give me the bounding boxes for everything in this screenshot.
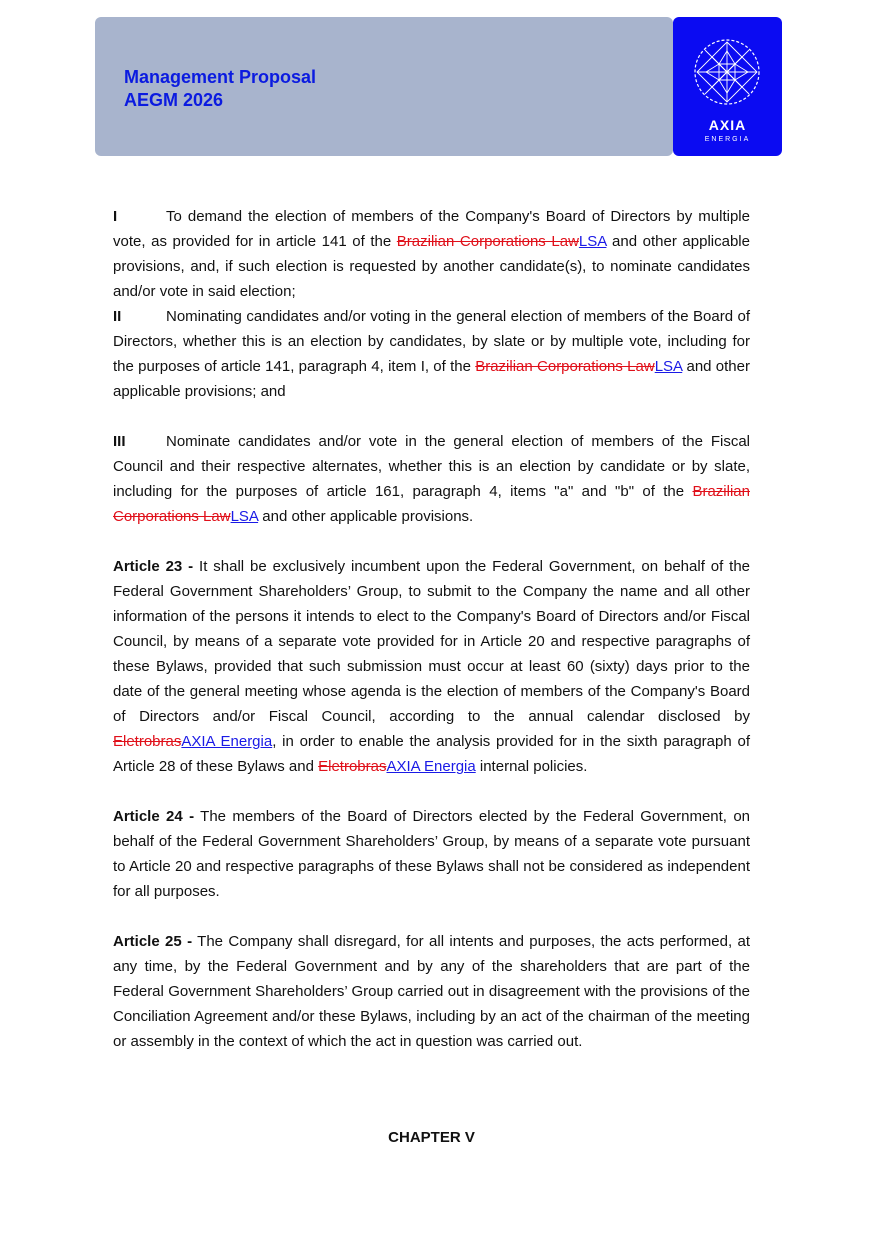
inserted-text: LSA — [578, 233, 607, 250]
logo-wordmark: AXIA — [708, 117, 747, 133]
item-text: and other applicable provisions, and, if such election is requested by another candidate(s), to nominate candidates and/or vote in said election; — [113, 233, 750, 300]
article-25 — [113, 929, 750, 1054]
item-text: Nominate candidates and/or vote in the general election of members of the Fiscal Council and their respective alternates, whether this is an election by candidate or by slate, including for the purposes of article 161, paragraph 4, items "a" and "b" of the — [113, 433, 750, 500]
inserted-text: AXIA Energia — [181, 733, 273, 750]
article-label: Article 23 - — [113, 558, 194, 575]
item-text: Nominating candidates and/or voting in the general election of members of the Board of Directors, whether this is an election by candidates, by slate or by multiple vote, including for the purposes of article 141, paragraph 4, item I, of the — [113, 308, 750, 375]
item-text: To demand the election of members of the Company's Board of Directors by multiple vote, as provided for in article 141 of the — [113, 208, 750, 250]
title-line-2: AEGM 2026 — [124, 90, 224, 110]
article-23 — [113, 554, 750, 779]
logo-subtitle: ENERGIA — [704, 136, 751, 143]
article-text: It shall be exclusively incumbent upon the Federal Government, on behalf of the Federal Government Shareholders’ Group, to submit to the Company the name and all other information of the persons it intends to elect to the Company's Board of Directors and/or Fiscal Council, by means of a separate vote provided for in Article 20 and respective paragraphs of these Bylaws, provided that such submission must occur at least 60 (sixty) days prior to the date of the general meeting whose agenda is the election of members of the Company's Board of Directors and/or Fiscal Council, according to the annual calendar disclosed by — [113, 558, 751, 725]
deleted-text: Brazilian Corporations Law — [475, 358, 655, 375]
inserted-text: AXIA Energia — [386, 758, 476, 775]
item-iii — [113, 429, 750, 529]
deleted-text: Brazilian Corporations Law — [113, 483, 750, 525]
document-body — [113, 204, 750, 1054]
article-text: The members of the Board of Directors elected by the Federal Government, on behalf of the Federal Government Shareholders’ Group, by means of a separate vote pursuant to Article 20 and respective paragraphs of these Bylaws shall not be considered as independent for all purposes. — [113, 808, 750, 900]
item-text: and other applicable provisions. — [258, 508, 474, 525]
item-text: and other applicable provisions; and — [113, 358, 750, 400]
article-text: The Company shall disregard, for all intents and purposes, the acts performed, at any time, by the Federal Government and by any of the shareholders that are part of the Federal Government Shareholders’ Group carried out in disagreement with the provisions of the Conciliation Agreement and/or these Bylaws, including by an act of the chairman of the meeting or assembly in the context of which the act in question was carried out. — [113, 933, 751, 1050]
item-ii — [113, 304, 750, 404]
article-text: , in order to enable the analysis provided for in the sixth paragraph of Article 28 of these Bylaws and — [113, 733, 750, 775]
item-i — [113, 204, 750, 304]
axia-logo — [673, 17, 782, 156]
item-number: II — [113, 308, 122, 325]
item-number: I — [113, 208, 118, 225]
header-band — [95, 17, 673, 156]
inserted-text: LSA — [230, 508, 259, 525]
globe-logo-icon — [692, 37, 762, 107]
title-line-1: Management Proposal — [124, 67, 317, 87]
chapter-heading: CHAPTER V — [388, 1129, 475, 1146]
deleted-text: Eletrobras — [318, 758, 387, 775]
article-text: internal policies. — [475, 758, 588, 775]
item-number: III — [113, 433, 126, 450]
article-label: Article 25 - — [113, 933, 193, 950]
article-label: Article 24 - — [113, 808, 195, 825]
inserted-text: LSA — [654, 358, 683, 375]
deleted-text: Eletrobras — [113, 733, 182, 750]
deleted-text: Brazilian Corporations Law — [396, 233, 579, 250]
document-title — [124, 66, 316, 112]
article-24 — [113, 804, 750, 904]
